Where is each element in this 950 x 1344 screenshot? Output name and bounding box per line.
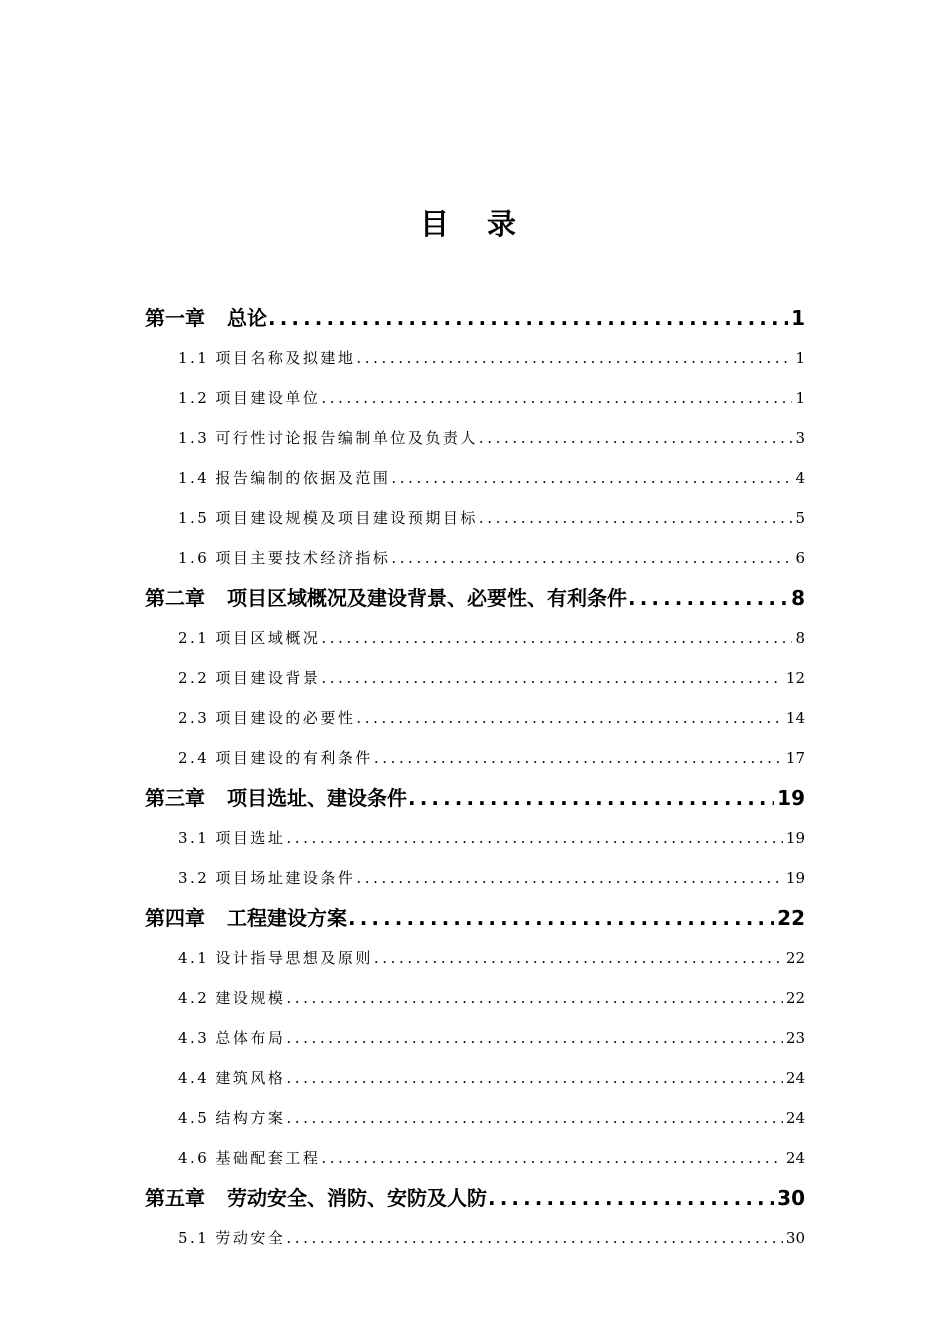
toc-section-1-5[interactable] — [145, 498, 805, 538]
toc-number: 2.4 — [178, 749, 210, 767]
page-title: 目 录 — [419, 207, 531, 241]
toc-number: 1.2 — [178, 389, 210, 407]
toc-page-number: 12 — [785, 669, 805, 687]
dot-leader — [356, 338, 792, 378]
toc-title: 总论 — [227, 306, 267, 330]
toc-page-number: 30 — [785, 1229, 805, 1247]
toc-number: 1.4 — [178, 469, 210, 487]
dot-leader — [286, 818, 783, 858]
dot-leader — [286, 1058, 783, 1098]
toc-chapter-4[interactable] — [145, 898, 805, 938]
toc-page-number: 1 — [791, 306, 805, 330]
toc-section-1-4[interactable] — [145, 458, 805, 498]
toc-title: 项目建设的有利条件 — [215, 749, 373, 767]
toc-title: 劳动安全、消防、安防及人防 — [227, 1186, 487, 1210]
toc-chapter-2[interactable] — [145, 578, 805, 618]
toc-section-2-2[interactable] — [145, 658, 805, 698]
toc-title: 可行性讨论报告编制单位及负责人 — [215, 429, 478, 447]
toc-section-4-4[interactable] — [145, 1058, 805, 1098]
toc-section-4-3[interactable] — [145, 1018, 805, 1058]
toc-page-number: 1 — [795, 349, 805, 367]
toc-number: 2.3 — [178, 709, 210, 727]
toc-number: 4.4 — [178, 1069, 210, 1087]
toc-number: 4.6 — [178, 1149, 210, 1167]
toc-title: 劳动安全 — [215, 1229, 286, 1247]
toc-page-number: 22 — [785, 949, 805, 967]
toc-page-number: 24 — [785, 1069, 805, 1087]
dot-leader — [321, 658, 783, 698]
toc-page-number: 17 — [785, 749, 805, 767]
toc-page-number: 3 — [795, 429, 805, 447]
toc-number: 3.2 — [178, 869, 210, 887]
dot-leader — [391, 458, 792, 498]
toc-title: 项目主要技术经济指标 — [215, 549, 391, 567]
toc-page-number: 14 — [785, 709, 805, 727]
toc-title: 项目场址建设条件 — [215, 869, 356, 887]
toc-number: 1.1 — [178, 349, 210, 367]
toc-section-1-3[interactable] — [145, 418, 805, 458]
toc-page-number: 24 — [785, 1109, 805, 1127]
toc-number: 1.5 — [178, 509, 210, 527]
toc-number: 4.1 — [178, 949, 210, 967]
toc-page-number: 30 — [777, 1186, 805, 1210]
toc-chapter-1[interactable] — [145, 298, 805, 338]
toc-title: 建设规模 — [215, 989, 286, 1007]
dot-leader — [286, 1018, 783, 1058]
table-of-contents — [145, 298, 805, 1258]
toc-title: 基础配套工程 — [215, 1149, 321, 1167]
dot-leader — [321, 618, 792, 658]
toc-title: 建筑风格 — [215, 1069, 286, 1087]
toc-number: 2.1 — [178, 629, 210, 647]
toc-number: 第二章 — [145, 586, 205, 610]
toc-number: 第五章 — [145, 1186, 205, 1210]
dot-leader — [321, 378, 792, 418]
toc-section-4-6[interactable] — [145, 1138, 805, 1178]
toc-page-number: 6 — [795, 549, 805, 567]
toc-title: 项目名称及拟建地 — [215, 349, 356, 367]
toc-section-4-5[interactable] — [145, 1098, 805, 1138]
toc-section-1-6[interactable] — [145, 538, 805, 578]
toc-page-number: 8 — [791, 586, 805, 610]
toc-section-4-2[interactable] — [145, 978, 805, 1018]
toc-page-number: 5 — [795, 509, 805, 527]
dot-leader — [479, 498, 793, 538]
toc-page-number: 19 — [777, 786, 805, 810]
toc-number: 1.6 — [178, 549, 210, 567]
toc-chapter-5[interactable] — [145, 1178, 805, 1218]
dot-leader — [268, 298, 788, 338]
toc-number: 4.2 — [178, 989, 210, 1007]
toc-chapter-3[interactable] — [145, 778, 805, 818]
toc-section-3-2[interactable] — [145, 858, 805, 898]
toc-title: 项目建设规模及项目建设预期目标 — [215, 509, 478, 527]
dot-leader — [286, 1218, 783, 1258]
toc-number: 1.3 — [178, 429, 210, 447]
toc-title: 项目建设背景 — [215, 669, 321, 687]
dot-leader — [374, 938, 783, 978]
toc-section-1-1[interactable] — [145, 338, 805, 378]
toc-section-2-4[interactable] — [145, 738, 805, 778]
dot-leader — [286, 1098, 783, 1138]
toc-page-number: 23 — [785, 1029, 805, 1047]
dot-leader — [391, 538, 792, 578]
dot-leader — [286, 978, 783, 1018]
dot-leader — [356, 858, 783, 898]
dot-leader — [348, 898, 774, 938]
dot-leader — [628, 578, 788, 618]
toc-title: 项目区域概况及建设背景、必要性、有利条件 — [227, 586, 627, 610]
toc-page-number: 22 — [777, 906, 805, 930]
dot-leader — [408, 778, 774, 818]
dot-leader — [321, 1138, 783, 1178]
dot-leader — [488, 1178, 774, 1218]
toc-title: 设计指导思想及原则 — [215, 949, 373, 967]
toc-page-number: 24 — [785, 1149, 805, 1167]
dot-leader — [479, 418, 793, 458]
toc-title: 项目区域概况 — [215, 629, 321, 647]
toc-number: 3.1 — [178, 829, 210, 847]
toc-number: 2.2 — [178, 669, 210, 687]
toc-number: 4.5 — [178, 1109, 210, 1127]
toc-page-number: 19 — [785, 869, 805, 887]
toc-section-4-1[interactable] — [145, 938, 805, 978]
toc-number: 5.1 — [178, 1229, 210, 1247]
toc-title: 项目选址 — [215, 829, 286, 847]
toc-section-2-1[interactable] — [145, 618, 805, 658]
toc-section-3-1[interactable] — [145, 818, 805, 858]
toc-page-number: 1 — [795, 389, 805, 407]
dot-leader — [356, 698, 783, 738]
toc-page-number: 22 — [785, 989, 805, 1007]
toc-page-number: 19 — [785, 829, 805, 847]
toc-page-number: 4 — [795, 469, 805, 487]
toc-title: 项目建设的必要性 — [215, 709, 356, 727]
toc-section-2-3[interactable] — [145, 698, 805, 738]
toc-title: 工程建设方案 — [227, 906, 347, 930]
toc-number: 第一章 — [145, 306, 205, 330]
toc-page-number: 8 — [795, 629, 805, 647]
toc-title: 项目建设单位 — [215, 389, 321, 407]
toc-title: 总体布局 — [215, 1029, 286, 1047]
toc-section-1-2[interactable] — [145, 378, 805, 418]
toc-number: 第三章 — [145, 786, 205, 810]
toc-title: 报告编制的依据及范围 — [215, 469, 391, 487]
toc-number: 第四章 — [145, 906, 205, 930]
toc-number: 4.3 — [178, 1029, 210, 1047]
dot-leader — [374, 738, 783, 778]
toc-section-5-1[interactable] — [145, 1218, 805, 1258]
toc-title: 项目选址、建设条件 — [227, 786, 407, 810]
toc-title: 结构方案 — [215, 1109, 286, 1127]
